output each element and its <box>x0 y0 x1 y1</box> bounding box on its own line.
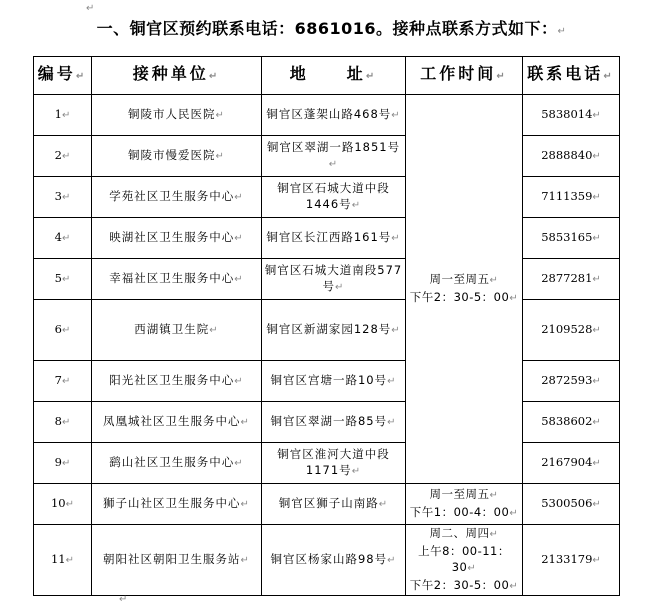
cell-unit: 鹞山社区卫生服务中心↵ <box>92 443 262 484</box>
cell-number: 10↵ <box>34 484 92 525</box>
table-row <box>34 300 620 361</box>
cell-unit: 西湖镇卫生院↵ <box>92 300 262 361</box>
cell-phone: 2872593↵ <box>523 361 620 402</box>
paragraph-mark: ↵ <box>86 3 95 14</box>
paragraph-mark: ↵ <box>119 594 128 605</box>
cell-phone: 5300506↵ <box>523 484 620 525</box>
table-row <box>34 136 620 177</box>
table-row <box>34 177 620 218</box>
cell-unit: 映湖社区卫生服务中心↵ <box>92 218 262 259</box>
title-text: 一、铜官区预约联系电话：6861016。接种点联系方式如下： <box>96 19 558 38</box>
cell-shared-hours: 周一至周五↵ 下午2：30-5：00↵ <box>406 95 523 484</box>
header-number: 编号↵ <box>34 57 92 95</box>
cell-address: 铜官区杨家山路98号↵ <box>262 525 406 596</box>
cell-number: 4↵ <box>34 218 92 259</box>
cell-number: 7↵ <box>34 361 92 402</box>
paragraph-mark: ↵ <box>557 26 567 37</box>
cell-number: 1↵ <box>34 95 92 136</box>
cell-address: 铜官区石城大道南段577号↵ <box>262 259 406 300</box>
cell-address: 铜官区狮子山南路↵ <box>262 484 406 525</box>
table-row <box>34 402 620 443</box>
cell-unit: 学苑社区卫生服务中心↵ <box>92 177 262 218</box>
cell-phone: 5853165↵ <box>523 218 620 259</box>
cell-number: 11↵ <box>34 525 92 596</box>
vaccination-sites-table <box>33 56 620 596</box>
header-time: 工作时间↵ <box>406 57 523 95</box>
cell-number: 6↵ <box>34 300 92 361</box>
cell-unit: 朝阳社区朝阳卫生服务站↵ <box>92 525 262 596</box>
cell-number: 9↵ <box>34 443 92 484</box>
cell-unit: 狮子山社区卫生服务中心↵ <box>92 484 262 525</box>
table-row <box>34 525 620 596</box>
header-address: 地 址↵ <box>262 57 406 95</box>
cell-address: 铜官区新湖家园128号↵ <box>262 300 406 361</box>
cell-unit: 阳光社区卫生服务中心↵ <box>92 361 262 402</box>
table-row <box>34 95 620 136</box>
cell-unit: 幸福社区卫生服务中心↵ <box>92 259 262 300</box>
cell-phone: 7111359↵ <box>523 177 620 218</box>
table-row <box>34 443 620 484</box>
cell-number: 2↵ <box>34 136 92 177</box>
cell-phone: 2133179↵ <box>523 525 620 596</box>
cell-hours: 周一至周五↵ 下午1：00-4：00↵ <box>406 484 523 525</box>
cell-phone: 5838014↵ <box>523 95 620 136</box>
cell-unit: 铜陵市慢爱医院↵ <box>92 136 262 177</box>
header-phone: 联系电话↵ <box>523 57 620 95</box>
cell-number: 3↵ <box>34 177 92 218</box>
table-row <box>34 218 620 259</box>
cell-address: 铜官区翠湖一路1851号↵ <box>262 136 406 177</box>
cell-phone: 2109528↵ <box>523 300 620 361</box>
header-unit: 接种单位↵ <box>92 57 262 95</box>
cell-address: 铜官区长江西路161号↵ <box>262 218 406 259</box>
cell-hours: 周二、周四↵ 上午8：00-11：30↵ 下午2：30-5：00↵ <box>406 525 523 596</box>
cell-address: 铜官区淮河大道中段1171号↵ <box>262 443 406 484</box>
cell-phone: 2877281↵ <box>523 259 620 300</box>
cell-address: 铜官区翠湖一路85号↵ <box>262 402 406 443</box>
cell-phone: 2888840↵ <box>523 136 620 177</box>
cell-unit: 凤凰城社区卫生服务中心↵ <box>92 402 262 443</box>
cell-address: 铜官区蓬架山路468号↵ <box>262 95 406 136</box>
cell-phone: 5838602↵ <box>523 402 620 443</box>
table-row <box>34 361 620 402</box>
table-row <box>34 259 620 300</box>
cell-number: 8↵ <box>34 402 92 443</box>
cell-phone: 2167904↵ <box>523 443 620 484</box>
cell-unit: 铜陵市人民医院↵ <box>92 95 262 136</box>
cell-address: 铜官区石城大道中段1446号↵ <box>262 177 406 218</box>
table-header-row <box>34 57 620 95</box>
cell-address: 铜官区宫塘一路10号↵ <box>262 361 406 402</box>
cell-number: 5↵ <box>34 259 92 300</box>
document-title <box>0 16 663 39</box>
table-row <box>34 484 620 525</box>
